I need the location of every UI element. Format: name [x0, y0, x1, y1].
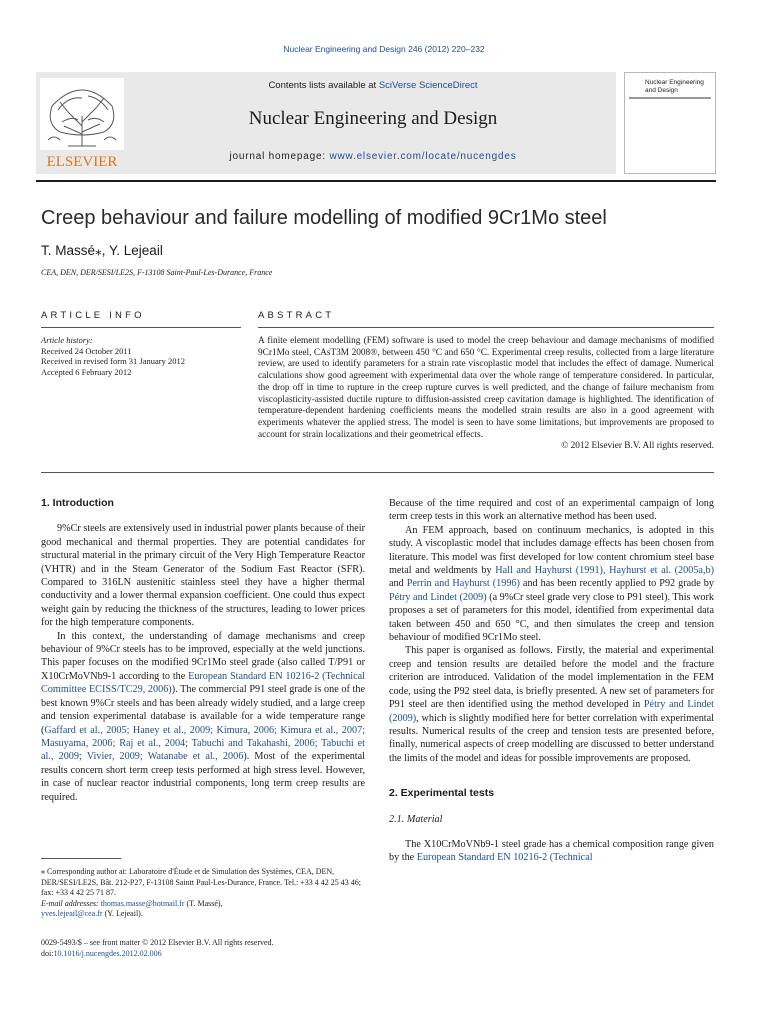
- history-label: Article history:: [41, 335, 93, 345]
- intro-paragraph-1: 9%Cr steels are extensively used in industrial power plants because of their good mechanical and thermal properties. They are potential candidates for structural material in the primary circuit of the Very High Temperature Reactor (VHTR) and in the Steam Generator of the Sodium Fast Reactor (SFR). Compared to 316LN austenitic stainless steel they have a higher thermal conductivity and a lower thermal expansion coefficient. One could thus expect weight gain by reducing the thickness of the structures, leading to lower prices for the high temperature components.: [41, 523, 365, 629]
- accepted-date: Accepted 6 February 2012: [41, 366, 132, 377]
- revised-date: Received in revised form 31 January 2012: [41, 356, 185, 366]
- author-affiliation: CEA, DEN, DER/SESI/LE2S, F-13108 Saint-Paul-Les-Durance, France: [41, 268, 273, 277]
- received-date: Received 24 October 2011: [41, 345, 132, 356]
- cover-rule: [629, 97, 711, 99]
- elsevier-wordmark: ELSEVIER: [46, 154, 118, 170]
- contents-prefix: Contents lists available at: [268, 80, 379, 91]
- footnotes: [41, 867, 365, 920]
- journal-homepage-line: [130, 151, 616, 162]
- citation-link[interactable]: Perrin and Hayhurst (1996): [406, 578, 520, 590]
- introduction-heading: 1. Introduction: [41, 497, 114, 509]
- abstract-heading: ABSTRACT: [258, 310, 335, 321]
- elsevier-tree-logo: [38, 76, 126, 172]
- right-paragraph-1: Because of the time required and cost of an experimental campaign of long term creep tests in this work an alternative method has been used.: [389, 498, 714, 523]
- citation-link[interactable]: Pétry and Lindet (2009): [389, 591, 487, 603]
- copyright-line: © 2012 Elsevier B.V. All rights reserved.: [561, 441, 714, 452]
- journal-title: Nuclear Engineering and Design: [248, 108, 498, 129]
- journal-cover-thumbnail[interactable]: [624, 72, 716, 174]
- corresponding-author-note: ⁎ Corresponding author at: Laboratoire d'Étude et de Simulation des Systèmes, CEA, DEN, DER/SESI/LE2S, Bât. 212-P27, F-13108 Saintt Paul-Les-Durance, France. Tel.: +33 4 42 25 43 46; fax: +33 4 42 25 71 87.: [41, 867, 361, 897]
- cover-title: Nuclear Engineering and Design: [645, 79, 704, 94]
- email-note-2: yves.lejeail@cea.fr (Y. Lejeail).: [41, 909, 143, 918]
- left-column: [41, 497, 365, 804]
- doi-link[interactable]: 10.1016/j.nucengdes.2012.02.006: [53, 949, 162, 958]
- article-info-rule: [41, 327, 241, 328]
- sciencedirect-link[interactable]: SciVerse ScienceDirect: [378, 80, 478, 91]
- journal-reference[interactable]: Nuclear Engineering and Design 246 (2012) 220–232: [283, 44, 485, 54]
- material-subheading: 2.1. Material: [389, 813, 443, 825]
- material-paragraph: The X10CrMoVNb9-1 steel grade has a chemical composition range given by the European Standard EN 10216-2 (Technical: [389, 838, 714, 864]
- article-title: Creep behaviour and failure modelling of modified 9Cr1Mo steel: [41, 207, 607, 229]
- article-authors: T. Massé⁎, Y. Lejeail: [41, 243, 163, 258]
- citation-link[interactable]: Pétry and Lindet (2009): [389, 699, 714, 724]
- homepage-prefix: journal homepage:: [229, 151, 330, 162]
- intro-paragraph-2: In this context, the understanding of damage mechanisms and creep behaviour of 9%Cr steels has to be improved, especially at the weld junctions. This paper focuses on the modified 9Cr1Mo steel grade (also called T/P91 or X10CrMoVNb9-1 according to the European Standard EN 10216-2 (Technical Committee ECISS/TC29, 2006)). The commercial P91 steel grade is one of the best known 9%Cr steels and has been already widely studied, and a large creep and tension experimental database is available for a wide temperature range (Gaffard et al., 2005; Haney et al., 2009; Kimura, 2006; Kimura et al., 2007; Masuyama, 2006; Raj et al., 2004; Tabuchi and Takahashi, 2006; Tabuchi et al., 2009; Vivier, 2009; Watanabe et al., 2006). Most of the experimental results concern short term creep tests performed at high stress level. However, in case of nuclear reactor industrial components, long term creep results are required.: [41, 630, 365, 803]
- article-info-heading: ARTICLE INFO: [41, 310, 145, 321]
- header-divider: [36, 180, 716, 182]
- experimental-tests-heading: 2. Experimental tests: [389, 787, 495, 800]
- abstract-text: A finite element modelling (FEM) software is used to model the creep behaviour and damage mechanisms of modified 9Cr1Mo steel, CAsT3M 2008®, between 450 °C and 650 °C. Experimental creep results, collected from a large literature review, are used to identify parameters for a strain rate viscoplastic model that includes the effect of damage. Numerical calculations show good agreement with experimental data over the whole range of temperature considered. In particular, the drop off in time to rupture in the creep rupture curves is well predicted, and the change of failure mechanism from viscoplasticity-assisted ductile rupture to diffusion-assisted creep cavitation damage is highlighted. The identification of temperature-dependent hardening coefficients means the modelled strain results are also in a good agreement with experiments whatever the applied stress. The model is seen to have some limitations, but improvements are proposed to account for strain localizations and their geometrical effects.: [258, 336, 714, 440]
- citation-link[interactable]: Hall and Hayhurst (1991), Hayhurst et al. (2005a,b): [495, 565, 714, 577]
- right-paragraph-3: This paper is organised as follows. Firstly, the material and experimental creep and tension results are detailed before the model and the fracture criterion are introduced. Validation of the model implementation in the FEM code, using the P92 steel data, is briefly presented. A new set of parameters for P91 steel are then identified using the method developed in Pétry and Lindet (2009), which is slightly modified here for better correlation with experimental results. Numerical results of the creep and tension tests are presented before, finally, numerical aspects of creep modelling are discussed to better understand the limits of the model and ideas for possible improvements are proposed.: [389, 645, 714, 764]
- right-column: [389, 497, 714, 865]
- right-paragraph-2: An FEM approach, based on continuum mechanics, is adopted in this study. A viscoplastic model that includes damage effects has been chosen from literature. This model was first developed for low content chromium steel base metal and weldments by Hall and Hayhurst (1991), Hayhurst et al. (2005a,b) and Perrin and Hayhurst (1996) and has been recently applied to P92 grade by Pétry and Lindet (2009) (a 9%Cr steel grade very close to P91 steel). This work proposes a set of parameters for this model, identified from experimental data taken between 450 and 650 °C, and then simulates the creep and tension behaviour of modified 9Cr1Mo steel.: [389, 524, 715, 644]
- email-link[interactable]: thomas.masse@hotmail.fr: [100, 898, 185, 908]
- doi-line: doi:10.1016/j.nucengdes.2012.02.006: [41, 949, 162, 958]
- citation-link[interactable]: European Standard EN 10216-2 (Technical Committee ECISS/TC29, 2006): [41, 670, 365, 696]
- abstract-body: [258, 336, 714, 453]
- issn-doi-block: [41, 937, 365, 959]
- citation-link[interactable]: Gaffard et al., 2005; Haney et al., 2009; Kimura, 2006; Kimura et al., 2007; Masuyama, 2006; Raj et al., 2004; Tabuchi and Takahashi, 2006; Tabuchi et al., 2009; Vivier, 2009; Watanabe et al., 2006: [41, 724, 365, 763]
- contents-availability-line: [130, 80, 616, 91]
- citation-link[interactable]: European Standard EN 10216-2 (Technical: [416, 852, 593, 864]
- homepage-link[interactable]: www.elsevier.com/locate/nucengdes: [329, 151, 517, 162]
- article-history: [41, 335, 241, 377]
- abstract-rule: [258, 327, 714, 328]
- issn-line: 0029-5493/$ – see front matter © 2012 Elsevier B.V. All rights reserved.: [41, 938, 274, 947]
- email-link[interactable]: yves.lejeail@cea.fr: [41, 909, 103, 918]
- email-note: E-mail addresses: thomas.masse@hotmail.fr (T. Massé),: [41, 898, 223, 908]
- footnote-rule: [41, 858, 121, 859]
- abstract-divider: [41, 472, 714, 473]
